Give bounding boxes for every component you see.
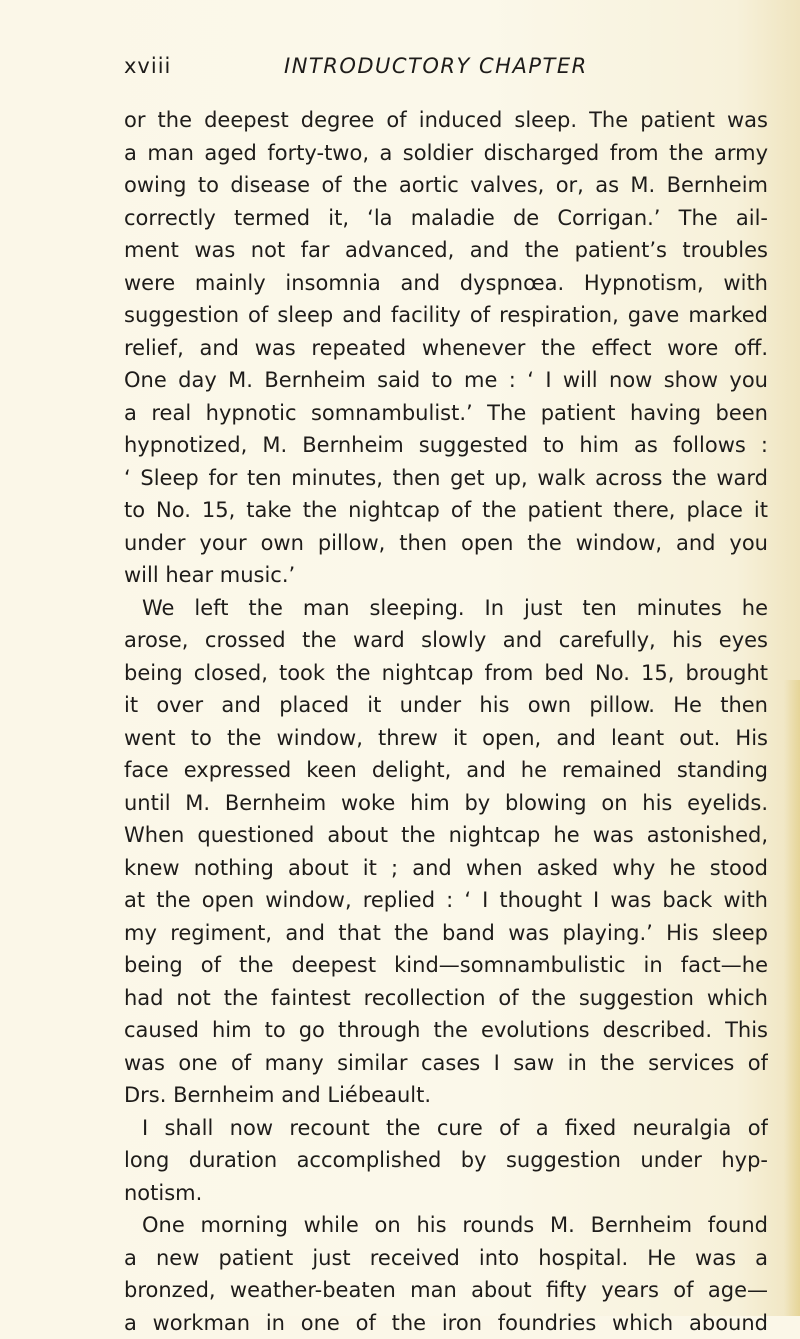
text-line: relief, and was repeated whenever the effect wore off. — [124, 332, 768, 365]
text-line: correctly termed it, ‘la maladie de Corrigan.’ The ail- — [124, 202, 768, 235]
text-line: knew nothing about it ; and when asked why he stood — [124, 852, 768, 885]
text-line: notism. — [124, 1177, 768, 1210]
text-line: a man aged forty-two, a soldier discharged from the army — [124, 137, 768, 170]
page-number: xviii — [124, 54, 171, 78]
text-line: One morning while on his rounds M. Bernheim found — [124, 1209, 768, 1242]
text-line: at the open window, replied : ‘ I thought I was back with — [124, 884, 768, 917]
text-line: had not the faintest recollection of the suggestion which — [124, 982, 768, 1015]
text-line: I shall now recount the cure of a fixed neuralgia of — [124, 1112, 768, 1145]
text-line: it over and placed it under his own pillow. He then — [124, 689, 768, 722]
text-line: suggestion of sleep and facility of respiration, gave marked — [124, 299, 768, 332]
text-line: or the deepest degree of induced sleep. The patient was — [124, 104, 768, 137]
text-line: One day M. Bernheim said to me : ‘ I will now show you — [124, 364, 768, 397]
text-line: to No. 15, take the nightcap of the patient there, place it — [124, 494, 768, 527]
text-line: ‘ Sleep for ten minutes, then get up, walk across the ward — [124, 462, 768, 495]
text-line: a real hypnotic somnambulist.’ The patient having been — [124, 397, 768, 430]
running-head: INTRODUCTORY CHAPTER — [284, 54, 588, 78]
text-line: ment was not far advanced, and the patient’s troubles — [124, 234, 768, 267]
text-line: We left the man sleeping. In just ten minutes he — [124, 592, 768, 625]
text-line: arose, crossed the ward slowly and carefully, his eyes — [124, 624, 768, 657]
text-line: a workman in one of the iron foundries which abound — [124, 1307, 768, 1339]
text-line: hypnotized, M. Bernheim suggested to him as follows : — [124, 429, 768, 462]
text-line: was one of many similar cases I saw in the services of — [124, 1047, 768, 1080]
text-line: face expressed keen delight, and he remained standing — [124, 754, 768, 787]
text-line: bronzed, weather-beaten man about fifty years of age— — [124, 1274, 768, 1307]
text-line: When questioned about the nightcap he was astonished, — [124, 819, 768, 852]
text-line: were mainly insomnia and dyspnœa. Hypnotism, with — [124, 267, 768, 300]
text-line: will hear music.’ — [124, 559, 768, 592]
text-line: caused him to go through the evolutions described. This — [124, 1014, 768, 1047]
body-text — [124, 104, 768, 1339]
text-line: until M. Bernheim woke him by blowing on his eyelids. — [124, 787, 768, 820]
text-line: Drs. Bernheim and Liébeault. — [124, 1079, 768, 1112]
text-line: went to the window, threw it open, and leant out. His — [124, 722, 768, 755]
text-line: long duration accomplished by suggestion under hyp- — [124, 1144, 768, 1177]
text-line: being closed, took the nightcap from bed No. 15, brought — [124, 657, 768, 690]
text-line: being of the deepest kind—somnambulistic in fact—he — [124, 949, 768, 982]
text-line: under your own pillow, then open the window, and you — [124, 527, 768, 560]
text-line: a new patient just received into hospital. He was a — [124, 1242, 768, 1275]
text-line: my regiment, and that the band was playing.’ His sleep — [124, 917, 768, 950]
page-header — [124, 54, 768, 90]
paper-edge-stain — [784, 680, 800, 1316]
text-line: owing to disease of the aortic valves, or, as M. Bernheim — [124, 169, 768, 202]
